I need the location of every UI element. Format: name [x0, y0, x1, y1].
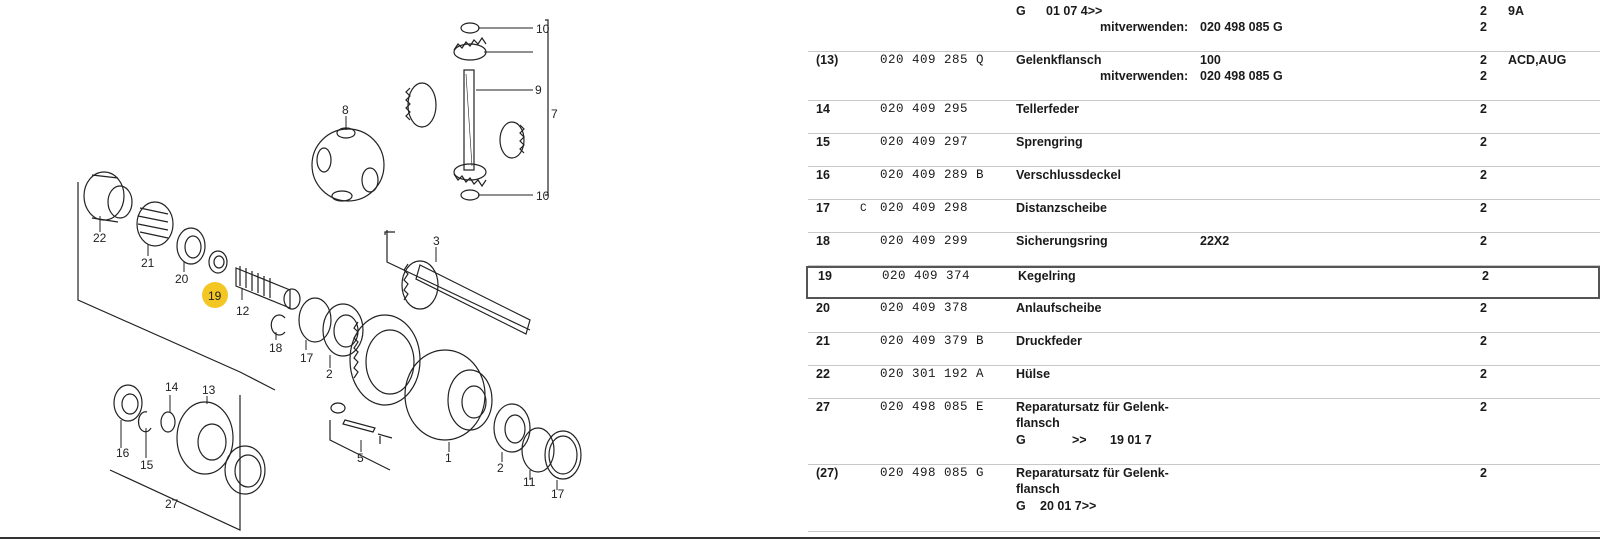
part-description: Verschlussdeckel: [1016, 168, 1121, 182]
callout-16[interactable]: 16: [116, 446, 130, 460]
callout-13[interactable]: 13: [202, 383, 216, 397]
part-number[interactable]: 020 409 374: [882, 269, 971, 283]
model-code: 9A: [1508, 4, 1524, 18]
part-description: Hülse: [1016, 367, 1051, 381]
g-value: 20 01 7>>: [1040, 499, 1097, 513]
qty: 2: [1480, 53, 1487, 67]
part-description: Reparatursatz für Gelenk-: [1016, 400, 1169, 414]
change-flag: C: [860, 203, 867, 215]
callout-2-left[interactable]: 2: [326, 367, 333, 381]
qty: 2: [1480, 466, 1487, 480]
position-number: (27): [816, 466, 839, 480]
parts-row-19-selected[interactable]: [806, 266, 1600, 299]
part-number[interactable]: 020 409 295: [880, 102, 969, 116]
callout-21[interactable]: 21: [141, 256, 155, 270]
callout-10-top[interactable]: 10: [536, 22, 550, 36]
callout-14[interactable]: 14: [165, 380, 179, 394]
qty: 2: [1480, 334, 1487, 348]
g-value: 01 07 4>>: [1046, 4, 1103, 18]
qty: 2: [1480, 301, 1487, 315]
part-number[interactable]: 020 409 298: [880, 201, 969, 215]
qty-secondary: 2: [1480, 20, 1487, 34]
callout-labels: [93, 22, 565, 511]
part-description: Distanzscheibe: [1016, 201, 1108, 215]
g-label: G: [1016, 4, 1026, 18]
parts-row-13[interactable]: [808, 52, 1600, 101]
position-number: 20: [816, 301, 830, 315]
parts-list: [808, 0, 1600, 549]
callout-19[interactable]: 19: [208, 289, 222, 303]
part-description-cont: flansch: [1016, 482, 1060, 496]
part-description: Reparatursatz für Gelenk-: [1016, 466, 1169, 480]
part-description: Gelenkflansch: [1016, 53, 1102, 67]
part-number[interactable]: 020 301 192 A: [880, 367, 985, 381]
qty: 2: [1480, 400, 1487, 414]
parts-row-17[interactable]: [808, 200, 1600, 233]
position-number: 18: [816, 234, 830, 248]
use-with-part[interactable]: 020 498 085 G: [1200, 20, 1283, 34]
parts-row-20[interactable]: [808, 300, 1600, 333]
parts-row-15[interactable]: [808, 134, 1600, 167]
callout-17-left[interactable]: 17: [300, 351, 314, 365]
position-number: 22: [816, 367, 830, 381]
callout-8[interactable]: 8: [342, 103, 349, 117]
part-description: Anlaufscheibe: [1016, 301, 1102, 315]
callout-15[interactable]: 15: [140, 458, 154, 472]
callout-12[interactable]: 12: [236, 304, 250, 318]
use-with-label: mitverwenden:: [1100, 20, 1189, 34]
g-label: G: [1016, 499, 1026, 513]
position-number: 14: [816, 102, 830, 116]
position-number: 27: [816, 400, 830, 414]
position-number: 21: [816, 334, 830, 348]
parts-row-27b[interactable]: [808, 465, 1600, 532]
part-number[interactable]: 020 498 085 E: [880, 400, 985, 414]
part-description: Kegelring: [1018, 269, 1076, 283]
qty: 2: [1480, 234, 1487, 248]
callout-18[interactable]: 18: [269, 341, 283, 355]
parts-row-16[interactable]: [808, 167, 1600, 200]
part-number[interactable]: 020 409 378: [880, 301, 969, 315]
g-value-date: 19 01 7: [1110, 433, 1152, 447]
parts-row-14[interactable]: [808, 101, 1600, 134]
part-description: Tellerfeder: [1016, 102, 1079, 116]
part-description: Druckfeder: [1016, 334, 1082, 348]
part-number[interactable]: 020 409 379 B: [880, 334, 985, 348]
callout-20[interactable]: 20: [175, 272, 189, 286]
qty: 2: [1480, 168, 1487, 182]
part-number[interactable]: 020 409 297: [880, 135, 969, 149]
g-label: G: [1016, 433, 1026, 447]
parts-row-21[interactable]: [808, 333, 1600, 366]
model-code: ACD,AUG: [1508, 53, 1567, 67]
position-number: 16: [816, 168, 830, 182]
callout-17-right[interactable]: 17: [551, 487, 565, 501]
use-with-part[interactable]: 020 498 085 G: [1200, 69, 1283, 83]
use-with-label: mitverwenden:: [1100, 69, 1189, 83]
parts-row-continuation[interactable]: [808, 0, 1600, 52]
part-description-cont: flansch: [1016, 416, 1060, 430]
callout-2-right[interactable]: 2: [497, 461, 504, 475]
callout-10-bottom[interactable]: 10: [536, 189, 550, 203]
qty: 2: [1480, 367, 1487, 381]
part-number[interactable]: 020 409 285 Q: [880, 53, 985, 67]
part-number[interactable]: 020 498 085 G: [880, 466, 985, 480]
position-number: 17: [816, 201, 830, 215]
qty: 2: [1482, 269, 1489, 283]
position-number: 19: [818, 269, 832, 283]
part-number[interactable]: 020 409 289 B: [880, 168, 985, 182]
callout-22[interactable]: 22: [93, 231, 107, 245]
callout-9[interactable]: 9: [535, 83, 542, 97]
part-description: Sicherungsring: [1016, 234, 1108, 248]
parts-row-22[interactable]: [808, 366, 1600, 399]
qty: 2: [1480, 4, 1487, 18]
callout-27[interactable]: 27: [165, 497, 179, 511]
part-note: 22X2: [1200, 234, 1230, 248]
parts-row-18[interactable]: [808, 233, 1600, 266]
callout-1[interactable]: 1: [445, 451, 452, 465]
position-number: (13): [816, 53, 839, 67]
qty: 2: [1480, 135, 1487, 149]
qty: 2: [1480, 102, 1487, 116]
position-number: 15: [816, 135, 830, 149]
part-note: 100: [1200, 53, 1221, 67]
qty: 2: [1480, 201, 1487, 215]
part-number[interactable]: 020 409 299: [880, 234, 969, 248]
callout-7[interactable]: 7: [551, 107, 558, 121]
parts-row-27[interactable]: [808, 399, 1600, 465]
callout-5[interactable]: 5: [357, 451, 364, 465]
qty-secondary: 2: [1480, 69, 1487, 83]
bottom-divider: [0, 537, 1600, 539]
callout-3[interactable]: 3: [433, 234, 440, 248]
g-value: >>: [1072, 433, 1087, 447]
part-description: Sprengring: [1016, 135, 1083, 149]
callout-11[interactable]: 11: [523, 475, 536, 489]
